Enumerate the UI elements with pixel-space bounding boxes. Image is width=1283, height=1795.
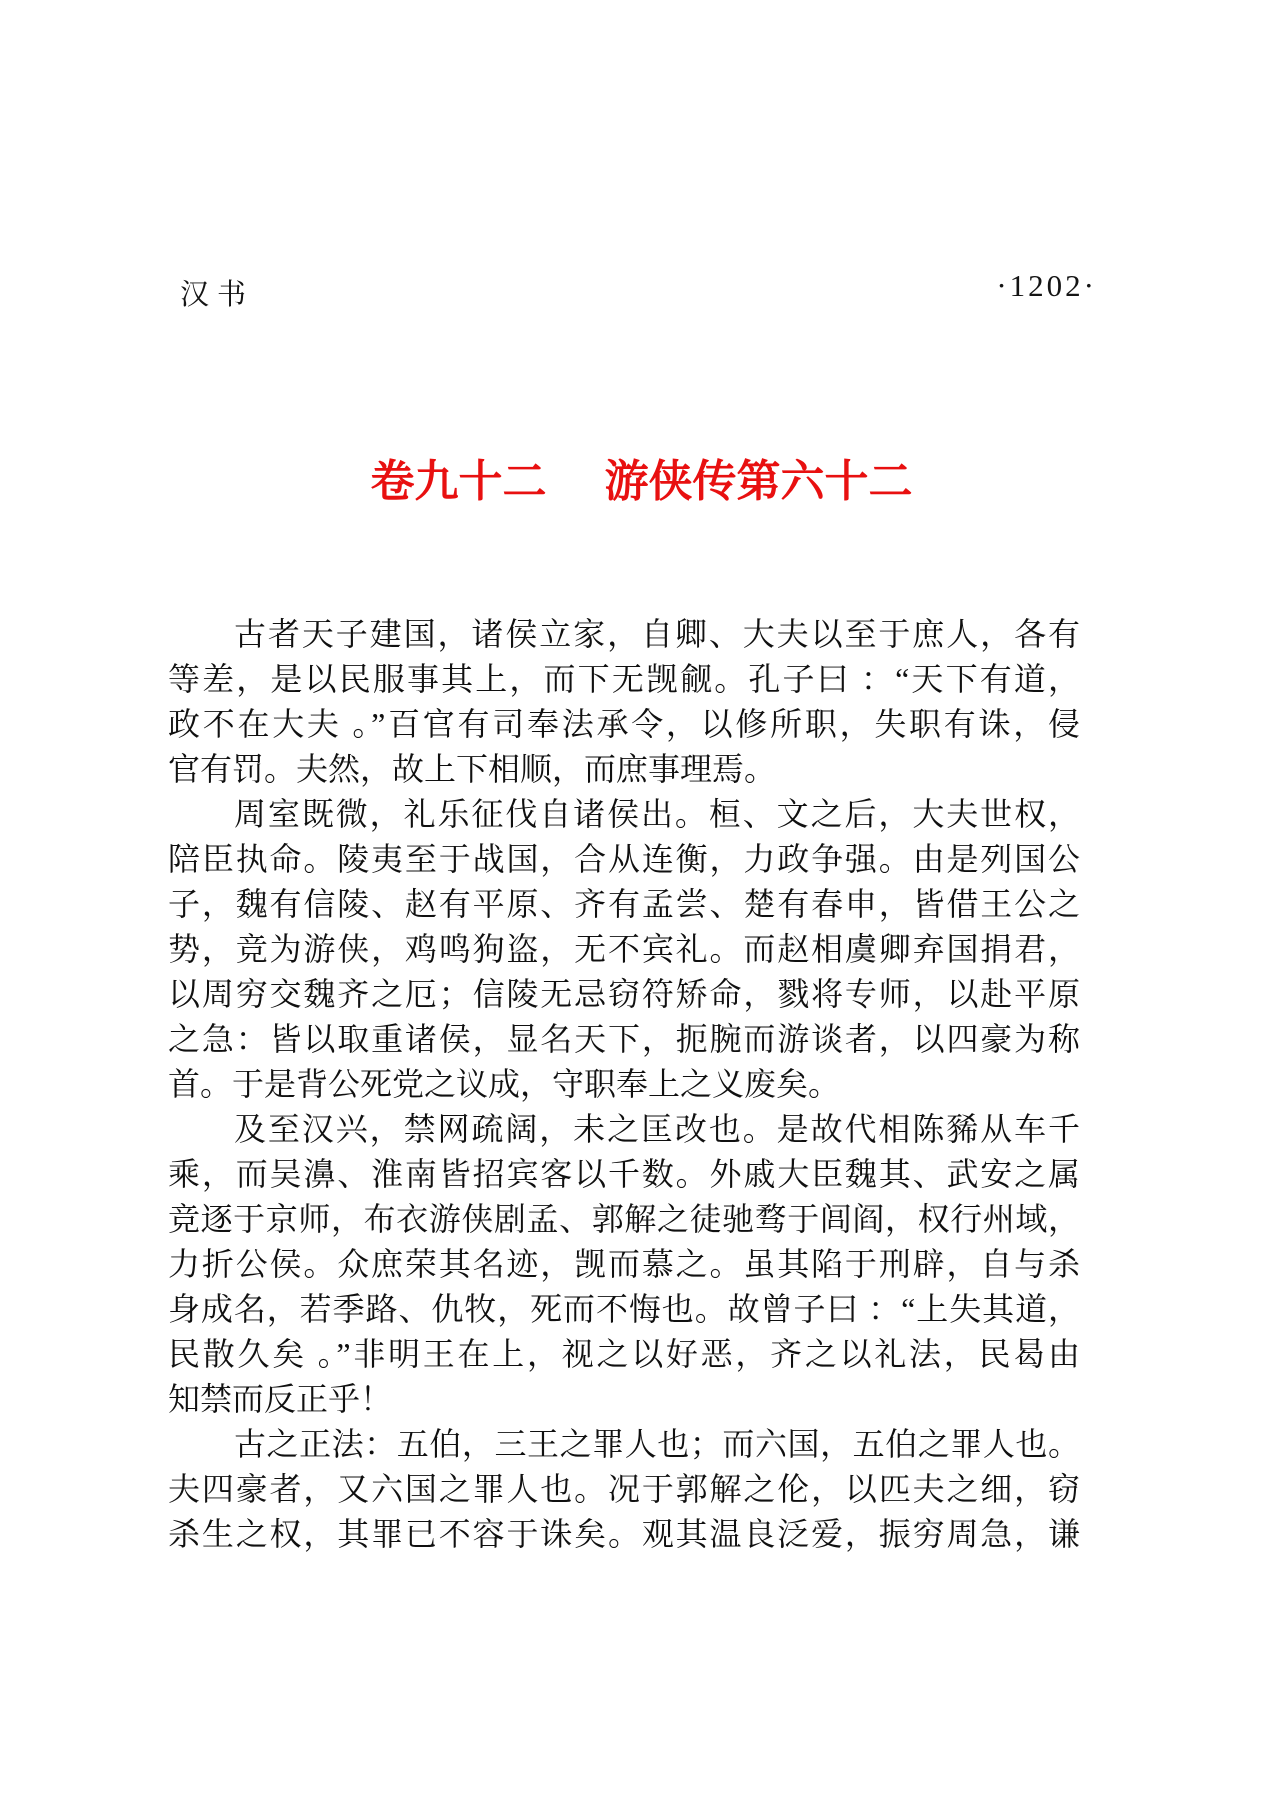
book-title: 汉书	[180, 279, 255, 311]
text-line: 古者天子建国，诸侯立家，自卿、大夫以至于庶人，各有	[234, 616, 1080, 652]
text-line: 杀生之权，其罪已不容于诛矣。观其温良泛爱，振穷周急，谦	[168, 1516, 1080, 1552]
text-line: 首。于是背公死党之议成，守职奉上之义废矣。	[168, 1066, 841, 1102]
running-header	[0, 268, 1283, 311]
chapter-number: 卷九十二	[370, 456, 547, 507]
text-line: 陪臣执命。陵夷至于战国，合从连衡，力政争强。由是列国公	[168, 841, 1080, 877]
text-line: 官有罚。夫然，故上下相顺，而庶事理焉。	[168, 751, 777, 787]
chapter-heading	[0, 456, 1283, 508]
paragraph	[168, 1422, 1080, 1557]
text-line: 民散久矣 。”非明王在上，视之以好恶，齐之以礼法，民曷由	[168, 1336, 1080, 1372]
chapter-title: 游侠传第六十二	[604, 456, 913, 507]
text-line: 势，竞为游侠，鸡鸣狗盗，无不宾礼。而赵相虞卿弃国捐君，	[168, 931, 1080, 967]
text-line: 政不在大夫 。”百官有司奉法承令，以修所职，失职有诛，侵	[168, 706, 1080, 742]
text-line: 力折公侯。众庶荣其名迹，觊而慕之。虽其陷于刑辟，自与杀	[168, 1246, 1080, 1282]
text-line: 古之正法：五伯，三王之罪人也；而六国，五伯之罪人也。	[234, 1426, 1080, 1462]
text-line: 乘，而吴濞、淮南皆招宾客以千数。外戚大臣魏其、武安之属	[168, 1156, 1080, 1192]
text-line: 之急：皆以取重诸侯，显名天下，扼腕而游谈者，以四豪为称	[168, 1021, 1080, 1057]
text-line: 知禁而反正乎！	[168, 1381, 393, 1417]
paragraph	[168, 792, 1080, 1107]
text-line: 周室既微，礼乐征伐自诸侯出。桓、文之后，大夫世权，	[234, 796, 1080, 832]
text-line: 子，魏有信陵、赵有平原、齐有孟尝、楚有春申，皆借王公之	[168, 886, 1080, 922]
text-line: 等差，是以民服事其上，而下无觊觎。孔子曰 ：“天下有道，	[168, 661, 1080, 697]
text-line: 身成名，若季路、仇牧，死而不悔也。故曾子曰 ：“上失其道，	[168, 1291, 1080, 1327]
paragraph	[168, 1107, 1080, 1422]
body-text	[168, 612, 1080, 1557]
text-line: 以周穷交魏齐之厄；信陵无忌窃符矫命，戮将专师，以赴平原	[168, 976, 1080, 1012]
text-line: 竞逐于京师，布衣游侠剧孟、郭解之徒驰骛于闾阎，权行州域，	[168, 1201, 1080, 1237]
text-line: 及至汉兴，禁网疏阔，未之匡改也。是故代相陈豨从车千	[234, 1111, 1080, 1147]
page-number: ·1202·	[996, 268, 1097, 303]
text-line: 夫四豪者，又六国之罪人也。况于郭解之伦，以匹夫之细，窃	[168, 1471, 1080, 1507]
paragraph	[168, 612, 1080, 792]
